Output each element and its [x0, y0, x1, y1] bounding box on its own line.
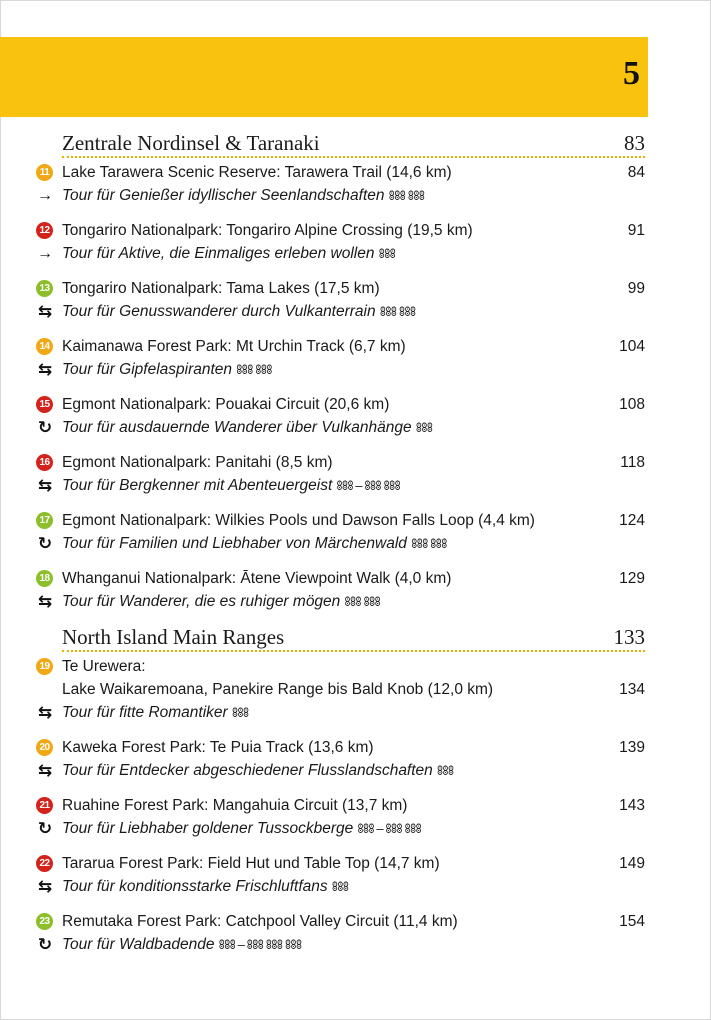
entry-title: Egmont Nationalpark: Pouakai Circuit (20,6 km) [62, 396, 390, 413]
entry-title-line [62, 678, 645, 701]
difficulty-people-icon: ꗚꗚꗚ [436, 763, 454, 778]
tour-description-line [37, 474, 645, 497]
tour-description-line [37, 358, 645, 381]
toc-entry[interactable] [37, 655, 645, 724]
entry-title-line [39, 567, 645, 590]
out-and-back-icon: ⇆ [37, 592, 53, 611]
tour-description-line [37, 184, 645, 207]
entry-title: Kaimanawa Forest Park: Mt Urchin Track (6,7 km) [62, 338, 406, 355]
entry-title-line [39, 161, 645, 184]
entry-page-number: 84 [627, 164, 645, 181]
entry-page-number: 108 [619, 396, 645, 413]
loop-icon: ↻ [37, 534, 53, 553]
toc-entry[interactable] [37, 509, 645, 555]
tour-description: Tour für Aktive, die Einmaliges erleben wollen [62, 245, 375, 262]
tour-description-line [37, 300, 645, 323]
entry-page-number: 91 [627, 222, 645, 239]
tour-description-line [37, 242, 645, 265]
tour-description: Tour für Liebhaber goldener Tussockberge [62, 820, 354, 837]
difficulty-people-icon: ꗚꗚꗚ [331, 879, 349, 894]
entry-title-line [39, 655, 645, 678]
loop-icon: ↻ [37, 819, 53, 838]
difficulty-people-icon: ꗚꗚꗚ – ꗚꗚꗚ ꗚꗚꗚ [357, 821, 421, 836]
tour-description: Tour für Genusswanderer durch Vulkanterrain [62, 303, 376, 320]
out-and-back-icon: ⇆ [37, 761, 53, 780]
toc-entry[interactable] [37, 161, 645, 207]
table-of-contents [37, 131, 645, 968]
difficulty-people-icon: ꗚꗚꗚ ꗚꗚꗚ [388, 188, 425, 203]
entry-title-line [39, 335, 645, 358]
entry-page-number: 139 [619, 739, 645, 756]
entry-title: Remutaka Forest Park: Catchpool Valley Circuit (11,4 km) [62, 913, 458, 930]
tour-description: Tour für Bergkenner mit Abenteuergeist [62, 477, 333, 494]
out-and-back-icon: ⇆ [37, 476, 53, 495]
entry-title: Tararua Forest Park: Field Hut und Table Top (14,7 km) [62, 855, 440, 872]
entry-page-number: 118 [620, 454, 645, 471]
toc-entry[interactable] [37, 567, 645, 613]
entry-title: Lake Tarawera Scenic Reserve: Tarawera Trail (14,6 km) [62, 164, 452, 181]
header-band [0, 37, 648, 117]
entry-title: Whanganui Nationalpark: Ātene Viewpoint Walk (4,0 km) [62, 570, 452, 587]
out-and-back-icon: ⇆ [37, 703, 53, 722]
section-page-number: 133 [613, 625, 645, 649]
tour-number-badge: 11 [36, 164, 53, 181]
arrow-right-icon: → [37, 245, 53, 262]
entry-page-number: 154 [619, 913, 645, 930]
tour-description: Tour für fitte Romantiker [62, 704, 228, 721]
entry-page-number: 99 [627, 280, 645, 297]
tour-number-badge: 19 [36, 658, 53, 675]
tour-description: Tour für konditionsstarke Frischluftfans [62, 878, 328, 895]
entry-title-line [39, 509, 645, 532]
out-and-back-icon: ⇆ [37, 360, 53, 379]
entry-title-line [39, 451, 645, 474]
out-and-back-icon: ⇆ [37, 877, 53, 896]
section-heading[interactable] [62, 131, 645, 158]
tour-description: Tour für Gipfelaspiranten [62, 361, 233, 378]
difficulty-people-icon: ꗚꗚꗚ ꗚꗚꗚ [379, 304, 416, 319]
out-and-back-icon: ⇆ [37, 302, 53, 321]
entry-page-number: 134 [619, 681, 645, 698]
tour-description: Tour für Familien und Liebhaber von Märchenwald [62, 535, 407, 552]
entry-title: Tongariro Nationalpark: Tama Lakes (17,5 km) [62, 280, 380, 297]
tour-number-badge: 22 [36, 855, 53, 872]
tour-number-badge: 12 [36, 222, 53, 239]
loop-icon: ↻ [37, 418, 53, 437]
entry-page-number: 149 [619, 855, 645, 872]
tour-number-badge: 16 [36, 454, 53, 471]
entry-title-line [39, 393, 645, 416]
tour-description: Tour für Wanderer, die es ruhiger mögen [62, 593, 341, 610]
section-title: North Island Main Ranges [62, 625, 285, 649]
entry-page-number: 104 [619, 338, 645, 355]
toc-entry[interactable] [37, 736, 645, 782]
tour-description: Tour für Genießer idyllischer Seenlandschaften [62, 187, 385, 204]
difficulty-people-icon: ꗚꗚꗚ ꗚꗚꗚ [236, 362, 272, 377]
entry-title: Te Urewera: [62, 658, 146, 675]
tour-number-badge: 21 [36, 797, 53, 814]
difficulty-people-icon: ꗚꗚꗚ ꗚꗚꗚ [410, 536, 447, 551]
toc-entry[interactable] [37, 393, 645, 439]
tour-description-line [37, 933, 645, 956]
entry-title-line [39, 277, 645, 300]
tour-description-line [37, 416, 645, 439]
tour-number-badge: 17 [36, 512, 53, 529]
entry-page-number: 143 [619, 797, 645, 814]
toc-entry[interactable] [37, 910, 645, 956]
tour-description-line [37, 817, 645, 840]
tour-description: Tour für Waldbadende [62, 936, 215, 953]
toc-entry[interactable] [37, 852, 645, 898]
tour-number-badge: 20 [36, 739, 53, 756]
entry-title: Kaweka Forest Park: Te Puia Track (13,6 km) [62, 739, 374, 756]
entry-title: Ruahine Forest Park: Mangahuia Circuit (13,7 km) [62, 797, 408, 814]
tour-number-badge: 23 [36, 913, 53, 930]
entry-title: Lake Waikaremoana, Panekire Range bis Bald Knob (12,0 km) [62, 681, 494, 698]
section-heading[interactable] [62, 625, 645, 652]
difficulty-people-icon: ꗚꗚꗚ [231, 705, 249, 720]
entry-title: Tongariro Nationalpark: Tongariro Alpine Crossing (19,5 km) [62, 222, 473, 239]
tour-description: Tour für Entdecker abgeschiedener Flusslandschaften [62, 762, 433, 779]
entry-title-line [39, 852, 645, 875]
section-page-number: 83 [624, 131, 645, 155]
difficulty-people-icon: ꗚꗚꗚ [415, 420, 433, 435]
tour-number-badge: 18 [36, 570, 53, 587]
difficulty-people-icon: ꗚꗚꗚ [378, 246, 395, 261]
toc-entry[interactable] [37, 277, 645, 323]
tour-description-line [37, 875, 645, 898]
loop-icon: ↻ [37, 935, 53, 954]
toc-entry[interactable] [37, 794, 645, 840]
tour-number-badge: 15 [36, 396, 53, 413]
entry-page-number: 124 [619, 512, 645, 529]
entry-page-number: 129 [619, 570, 645, 587]
arrow-right-icon: → [37, 187, 53, 204]
difficulty-people-icon: ꗚꗚꗚ ꗚꗚꗚ [344, 594, 380, 609]
tour-description: Tour für ausdauernde Wanderer über Vulkanhänge [62, 419, 412, 436]
entry-title-line [39, 736, 645, 759]
entry-title: Egmont Nationalpark: Wilkies Pools und Dawson Falls Loop (4,4 km) [62, 512, 535, 529]
toc-entry[interactable] [37, 451, 645, 497]
tour-number-badge: 14 [36, 338, 53, 355]
entry-title-line [39, 794, 645, 817]
difficulty-people-icon: ꗚꗚꗚ – ꗚꗚꗚ ꗚꗚꗚ [336, 478, 400, 493]
toc-entry[interactable] [37, 335, 645, 381]
tour-description-line [37, 590, 645, 613]
entry-title-line [39, 219, 645, 242]
toc-entry[interactable] [37, 219, 645, 265]
tour-description-line [37, 759, 645, 782]
section-title: Zentrale Nordinsel & Taranaki [62, 131, 320, 155]
difficulty-people-icon: ꗚꗚꗚ – ꗚꗚꗚ ꗚꗚꗚ ꗚꗚꗚ [218, 937, 302, 952]
tour-description-line [37, 701, 645, 724]
entry-title: Egmont Nationalpark: Panitahi (8,5 km) [62, 454, 333, 471]
page-number: 5 [623, 55, 640, 92]
tour-number-badge: 13 [36, 280, 53, 297]
tour-description-line [37, 532, 645, 555]
entry-title-line [39, 910, 645, 933]
